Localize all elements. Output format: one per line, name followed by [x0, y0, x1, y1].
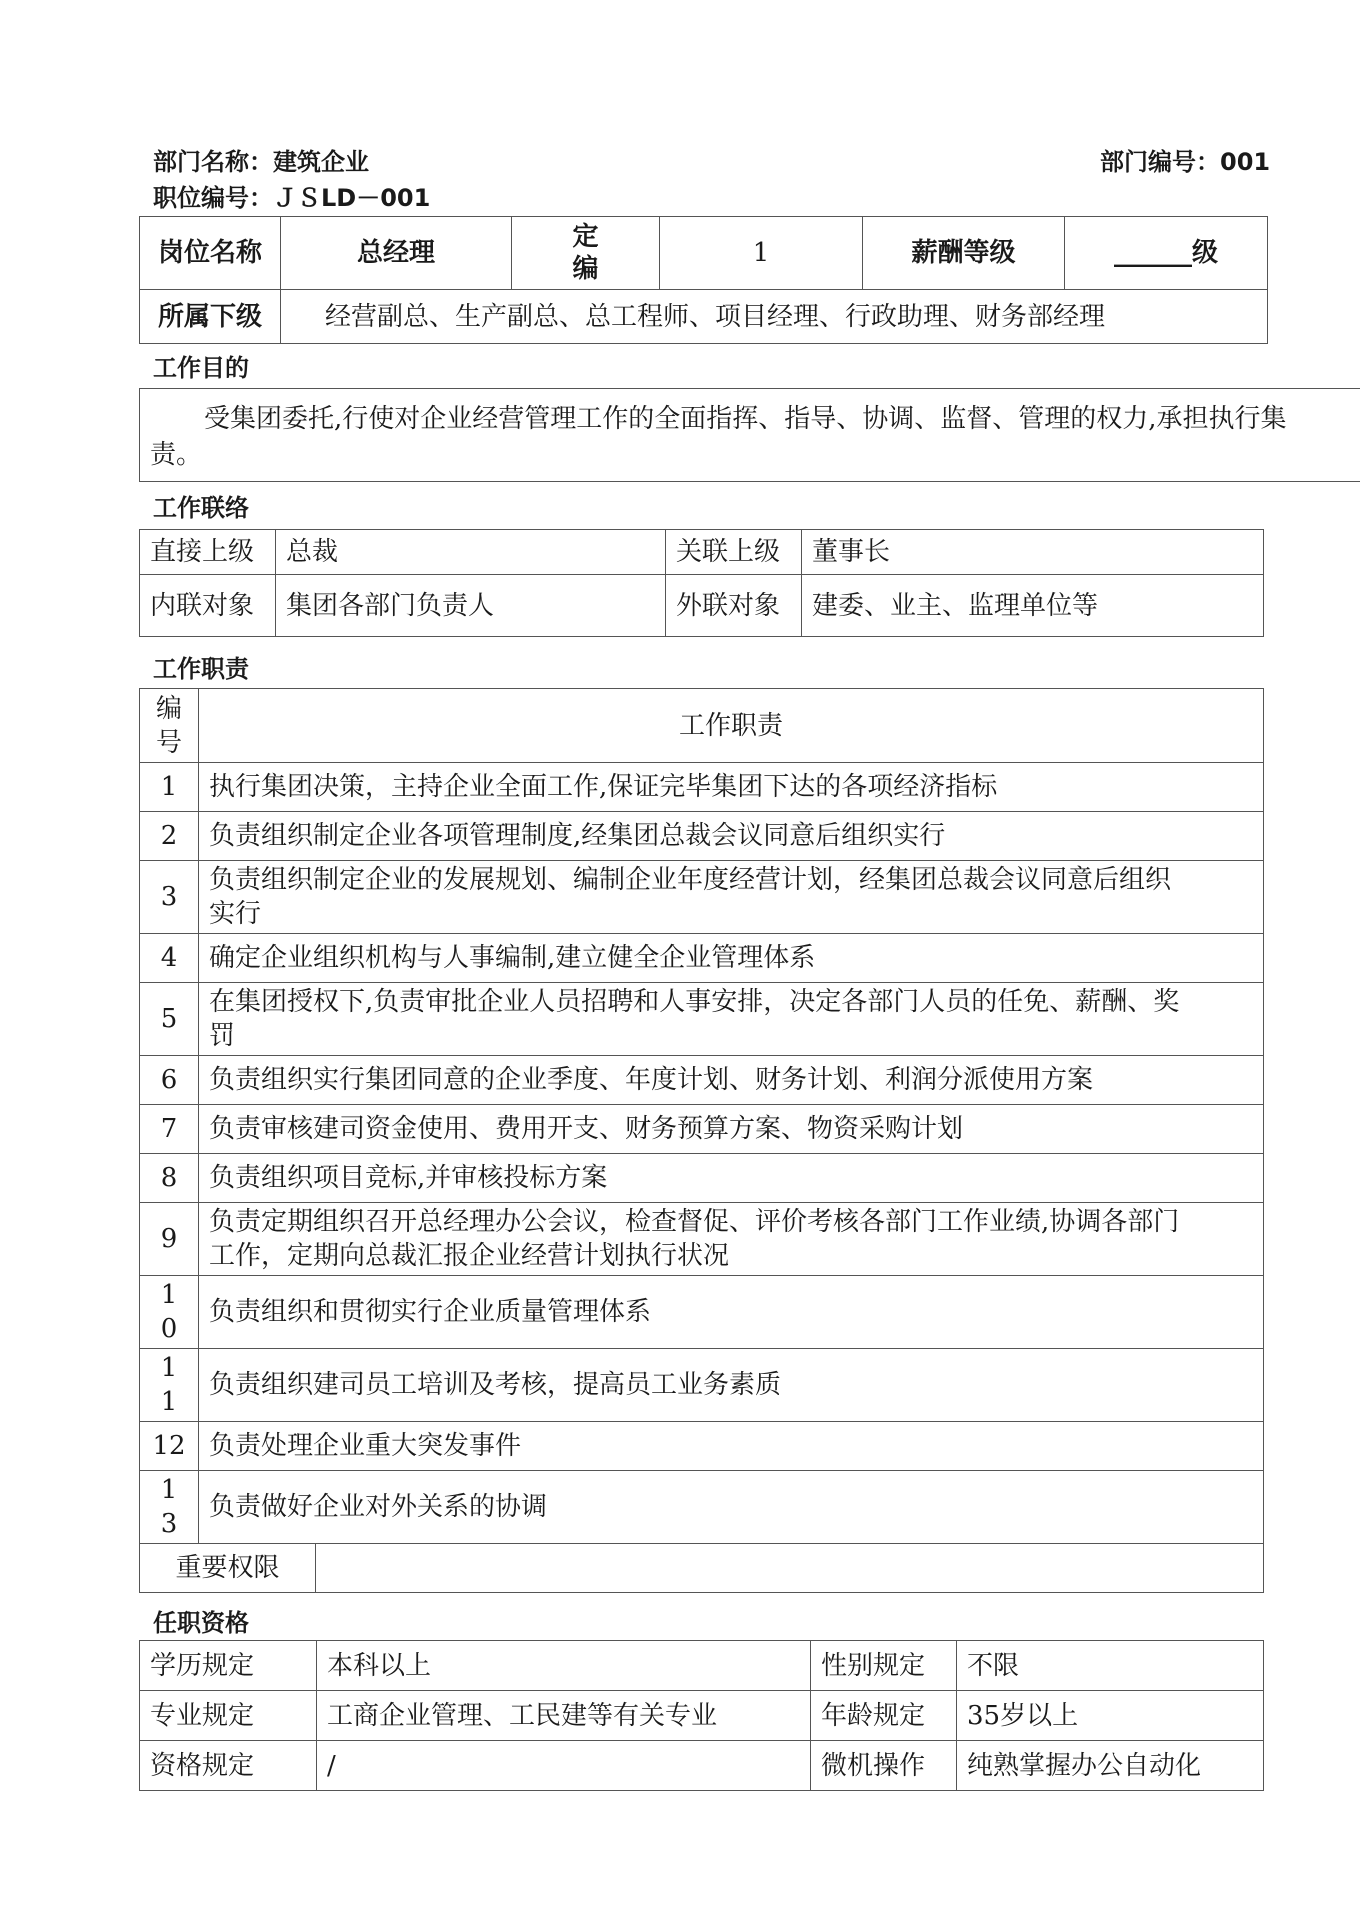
direct-superior-value: 总裁: [276, 530, 666, 575]
subordinates-label: 所属下级: [140, 290, 281, 344]
duty-number-line1: 9: [160, 1224, 178, 1254]
direct-superior-label: 直接上级: [140, 530, 276, 575]
number-header-line1: 编: [155, 693, 182, 724]
duty-number-line2: 0: [160, 1314, 178, 1344]
salary-value: ______级: [1065, 217, 1268, 290]
quota-label-line2: 编: [572, 254, 599, 284]
duty-text-line1: 负责组织建司员工培训及考核，提高员工业务素质: [209, 1370, 782, 1400]
duty-number: [140, 1276, 199, 1349]
duty-number-line1: 8: [160, 1163, 178, 1193]
related-superior-label: 关联上级: [666, 530, 802, 575]
age-value: 35岁以上: [957, 1691, 1264, 1741]
post-label: 岗位名称: [140, 217, 281, 290]
internal-contacts-value: 集团各部门负责人: [276, 575, 666, 637]
purpose-title: 工作目的: [153, 354, 249, 382]
duty-row: [140, 934, 1264, 983]
internal-contacts-label: 内联对象: [140, 575, 276, 637]
duty-number-line1: 7: [160, 1114, 178, 1144]
duty-text-line1: 负责组织和贯彻实行企业质量管理体系: [209, 1297, 652, 1327]
duty-row: [140, 1422, 1264, 1471]
duty-row: [140, 1349, 1264, 1422]
duty-text-line1: 负责定期组织召开总经理办公会议，检查督促、评价考核各部门工作业绩,协调各部门: [209, 1207, 1180, 1237]
duty-number: [140, 1105, 199, 1154]
duty-number-line1: 12: [152, 1431, 186, 1461]
duty-text: [199, 1056, 1264, 1105]
duty-text: [199, 983, 1264, 1056]
salary-label: 薪酬等级: [863, 217, 1065, 290]
duty-number: [140, 1203, 199, 1276]
qualifications-title: 任职资格: [153, 1609, 249, 1637]
duty-row: [140, 1105, 1264, 1154]
post-value: 总经理: [281, 217, 512, 290]
duty-number: [140, 1471, 199, 1544]
duty-number: [140, 812, 199, 861]
duty-number: [140, 1349, 199, 1422]
duty-row: [140, 1471, 1264, 1544]
duty-row: [140, 861, 1264, 934]
duty-number: [140, 763, 199, 812]
duty-row: [140, 1203, 1264, 1276]
duty-text: [199, 1422, 1264, 1471]
duty-number: [140, 934, 199, 983]
duty-text: [199, 1349, 1264, 1422]
external-contacts-value: 建委、业主、监理单位等: [802, 575, 1264, 637]
purpose-line2: 责。: [150, 440, 203, 470]
duty-text: [199, 861, 1264, 934]
certification-label: 资格规定: [140, 1741, 317, 1791]
duty-row: [140, 763, 1264, 812]
duty-text-line1: 负责审核建司资金使用、费用开支、财务预算方案、物资采购计划: [209, 1114, 964, 1144]
duty-row: [140, 1154, 1264, 1203]
duty-number: [140, 1154, 199, 1203]
duty-number-line1: 1: [160, 1280, 178, 1310]
duty-text-line1: 负责组织实行集团同意的企业季度、年度计划、财务计划、利润分派使用方案: [209, 1065, 1094, 1095]
computer-skill-label: 微机操作: [811, 1741, 957, 1791]
related-superior-value: 董事长: [802, 530, 1264, 575]
duty-text-line1: 负责组织项目竞标,并审核投标方案: [209, 1163, 608, 1193]
major-value: 工商企业管理、工民建等有关专业: [317, 1691, 811, 1741]
basic-info-table: [139, 216, 1268, 344]
duty-number-line1: 5: [160, 1004, 178, 1034]
duty-row: [140, 983, 1264, 1056]
duty-number: [140, 1422, 199, 1471]
duty-text: [199, 1154, 1264, 1203]
major-label: 专业规定: [140, 1691, 317, 1741]
contacts-table: [139, 529, 1264, 637]
duty-number: [140, 861, 199, 934]
duty-rows: [140, 763, 1264, 1544]
duty-text-line2: 工作，定期向总裁汇报企业经营计划执行状况: [209, 1241, 730, 1271]
authority-label: 重要权限: [140, 1544, 316, 1593]
duty-number-line1: 3: [160, 882, 178, 912]
duty-row: [140, 812, 1264, 861]
duties-title: 工作职责: [153, 655, 249, 683]
subordinates-value: 经营副总、生产副总、总工程师、项目经理、行政助理、财务部经理: [281, 290, 1268, 344]
duty-header: 工作职责: [199, 689, 1264, 763]
duty-text-line1: 负责处理企业重大突发事件: [209, 1431, 522, 1461]
duty-text-line2: 实行: [209, 899, 262, 929]
contacts-title: 工作联络: [153, 494, 249, 522]
duty-number: [140, 1056, 199, 1105]
quota-value: 1: [660, 217, 863, 290]
duty-text: [199, 1105, 1264, 1154]
computer-skill-value: 纯熟掌握办公自动化: [957, 1741, 1264, 1791]
duty-text-line1: 负责组织制定企业的发展规划、编制企业年度经营计划，经集团总裁会议同意后组织: [209, 865, 1172, 895]
position-number: 职位编号：ＪＳLD－001: [153, 184, 431, 212]
gender-label: 性别规定: [811, 1641, 957, 1691]
department-name: 部门名称：建筑企业: [153, 148, 369, 176]
duty-text: [199, 934, 1264, 983]
duty-number-line2: 3: [160, 1509, 178, 1539]
education-label: 学历规定: [140, 1641, 317, 1691]
duty-number-line2: 1: [160, 1387, 178, 1417]
duty-text-line1: 执行集团决策，主持企业全面工作,保证完毕集团下达的各项经济指标: [209, 772, 998, 802]
number-header-line2: 号: [155, 727, 182, 758]
duty-number-line1: 6: [160, 1065, 178, 1095]
duty-number: [140, 983, 199, 1056]
quota-label: [512, 217, 660, 290]
duty-number-line1: 1: [160, 772, 178, 802]
purpose-line1: 受集团委托,行使对企业经营管理工作的全面指挥、指导、协调、监督、管理的权力,承担执行集: [204, 404, 1287, 434]
quota-label-line1: 定: [572, 222, 599, 252]
duty-number-line1: 1: [160, 1475, 178, 1505]
duty-text-line2: 罚: [209, 1021, 236, 1051]
duty-text-line1: 负责组织制定企业各项管理制度,经集团总裁会议同意后组织实行: [209, 821, 946, 851]
age-label: 年龄规定: [811, 1691, 957, 1741]
duty-text: [199, 1276, 1264, 1349]
external-contacts-label: 外联对象: [666, 575, 802, 637]
duty-row: [140, 1056, 1264, 1105]
duty-text-line1: 负责做好企业对外关系的协调: [209, 1492, 548, 1522]
department-number: 部门编号：001: [1100, 148, 1271, 176]
certification-value: /: [317, 1741, 811, 1791]
duty-text: [199, 1203, 1264, 1276]
duty-number-line1: 2: [160, 821, 178, 851]
duty-text: [199, 763, 1264, 812]
authority-value: [316, 1544, 1264, 1593]
duties-table: [139, 688, 1264, 1593]
number-header: [140, 689, 199, 763]
duty-text: [199, 1471, 1264, 1544]
duty-number-line1: 1: [160, 1353, 178, 1383]
duty-text: [199, 812, 1264, 861]
duty-number-line1: 4: [160, 943, 178, 973]
qualifications-table: [139, 1640, 1264, 1791]
gender-value: 不限: [957, 1641, 1264, 1691]
duty-text-line1: 在集团授权下,负责审批企业人员招聘和人事安排，决定各部门人员的任免、薪酬、奖: [209, 987, 1180, 1017]
purpose-box: [139, 388, 1360, 482]
duty-row: [140, 1276, 1264, 1349]
duty-text-line1: 确定企业组织机构与人事编制,建立健全企业管理体系: [209, 943, 816, 973]
education-value: 本科以上: [317, 1641, 811, 1691]
